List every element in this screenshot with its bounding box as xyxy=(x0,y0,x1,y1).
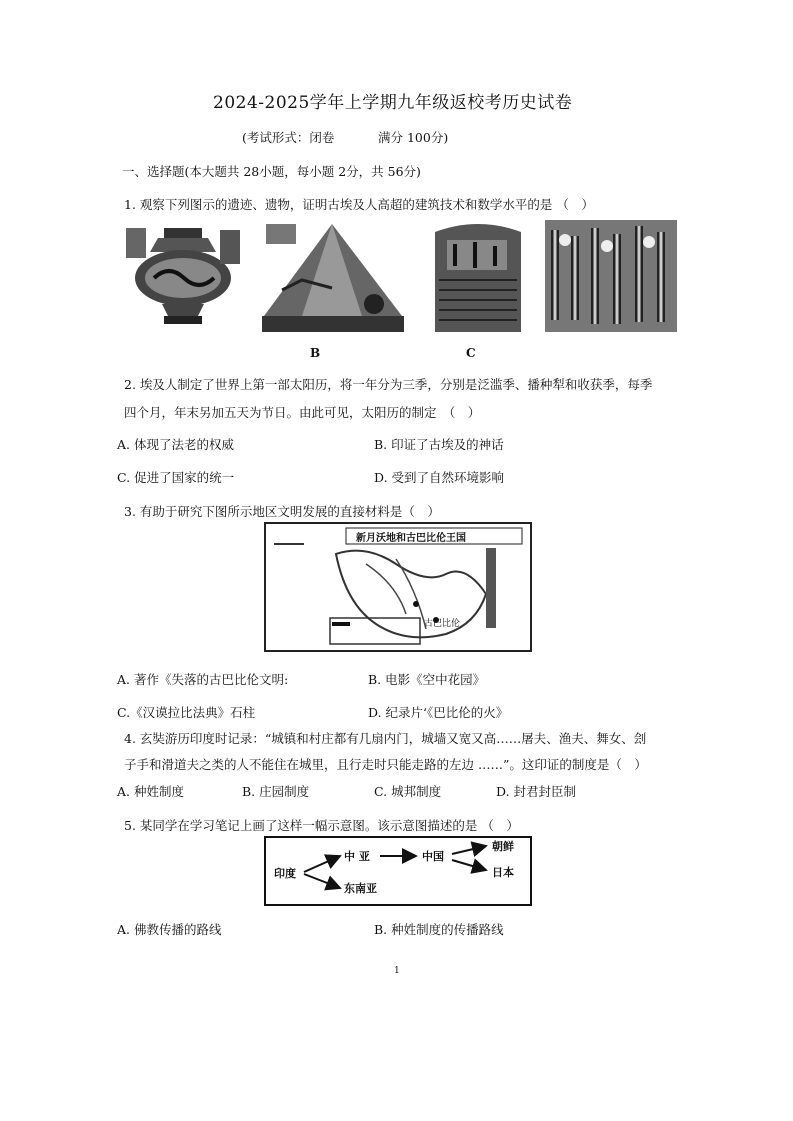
question-3-option-a: A. 著作《失落的古巴比伦文明: xyxy=(117,672,289,687)
question-4-option-c: C. 城邦制度 xyxy=(374,784,442,799)
question-2-stem-line1: 2. 埃及人制定了世界上第一部太阳历，将一年分为三季，分别是泛滥季、播种犁和收获季，每季 xyxy=(124,377,653,392)
question-4-option-d: D. 封君封臣制 xyxy=(496,784,577,799)
diagram-japan: 日本 xyxy=(492,866,514,879)
question-5-stem: 5. 某同学在学习笔记上画了这样一幅示意图。该示意图描述的是 （ ） xyxy=(124,818,519,833)
exam-form: (考试形式：闭卷 xyxy=(242,130,335,145)
image-label-c: C xyxy=(466,346,476,360)
pyramid-image xyxy=(262,220,404,332)
diagram-china: 中国 xyxy=(422,850,444,863)
buddhism-spread-diagram xyxy=(264,836,532,906)
question-4-option-b: B. 庄园制度 xyxy=(242,784,310,799)
exam-title: 2024-2025学年上学期九年级返校考历史试卷 xyxy=(213,93,573,113)
stele-image xyxy=(425,220,531,332)
question-3-option-d: D. 纪录片‘《巴比伦的火》 xyxy=(368,705,509,720)
question-2-stem-line2: 四个月，年末另加五天为节日。由此可见，太阳历的制定 （ ） xyxy=(124,405,481,420)
question-4-stem-line2: 子手和滑道夫之类的人不能住在城里，且行走时只能走路的左边 ……”。这印证的制度是（ ） xyxy=(124,757,647,772)
diagram-southeast-asia: 东南亚 xyxy=(344,882,377,895)
question-4-stem-line1: 4. 玄奘游历印度时记录：“城镇和村庄都有几扇内门，城墙又宽又高……屠夫、渔夫、舞女、刽 xyxy=(124,731,647,746)
map-title: 新月沃地和古巴比伦王国 xyxy=(356,533,466,544)
image-label-b: B xyxy=(310,346,321,360)
question-2-option-c: C. 促进了国家的统一 xyxy=(117,470,235,485)
question-4-option-a: A. 种姓制度 xyxy=(117,784,184,799)
question-2-option-a: A. 体现了法老的权威 xyxy=(117,437,234,452)
exam-score: 满分 100分) xyxy=(378,130,449,145)
map-label-babylon: 古巴比伦 xyxy=(424,619,461,629)
relief-image xyxy=(545,220,677,332)
question-3-option-c: C.《汉谟拉比法典》石柱 xyxy=(117,705,256,720)
diagram-korea: 朝鲜 xyxy=(492,840,514,853)
vase-image xyxy=(124,220,242,332)
question-1-stem: 1. 观察下列图示的遗迹、遗物，证明古埃及人高超的建筑技术和数学水平的是 （ ） xyxy=(124,197,594,212)
section-heading: 一、选择题(本大题共 28小题，每小题 2分，共 56分) xyxy=(122,164,421,179)
question-3-option-b: B. 电影《空中花园》 xyxy=(368,672,486,687)
diagram-india: 印度 xyxy=(274,867,296,880)
question-5-option-a: A. 佛教传播的路线 xyxy=(117,922,222,937)
question-5-option-b: B. 种姓制度的传播路线 xyxy=(374,922,504,937)
babylon-map xyxy=(264,522,532,652)
page-number: 1 xyxy=(394,966,400,976)
diagram-central-asia: 中 亚 xyxy=(344,850,370,863)
question-2-option-b: B. 印证了古埃及的神话 xyxy=(374,437,504,452)
question-2-option-d: D. 受到了自然环境影响 xyxy=(374,470,505,485)
question-3-stem: 3. 有助于研究下图所示地区文明发展的直接材料是（ ） xyxy=(124,504,440,519)
